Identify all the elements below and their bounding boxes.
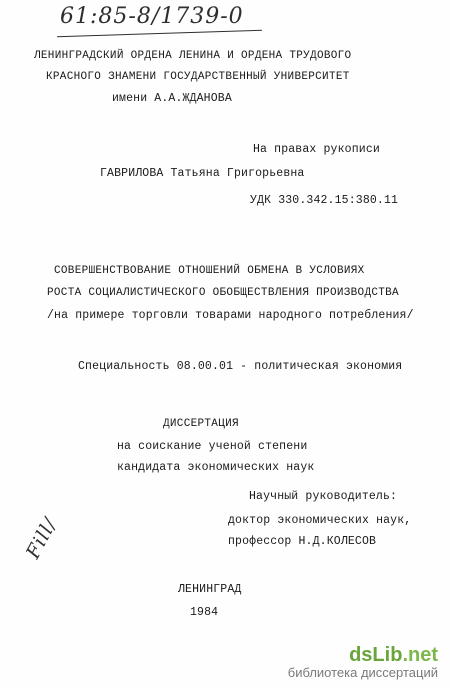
supervisor-name: профессор Н.Д.КОЛЕСОВ [228,535,377,548]
title-line-1: СОВЕРШЕНСТВОВАНИЕ ОТНОШЕНИЙ ОБМЕНА В УСЛОВИЯХ [54,265,365,277]
site-watermark [288,644,438,680]
university-line-2: КРАСНОГО ЗНАМЕНИ ГОСУДАРСТВЕННЫЙ УНИВЕРСИТЕТ [46,71,350,83]
watermark-logo-suffix: .net [402,644,438,666]
author-name: ГАВРИЛОВА Татьяна Григорьевна [100,167,305,180]
city: ЛЕНИНГРАД [178,583,242,596]
handwritten-catalog-code: 61:85-8/1739-0 [60,4,244,29]
supervisor-label: Научный руководитель: [249,490,398,503]
title-line-2: РОСТА СОЦИАЛИСТИЧЕСКОГО ОБОБЩЕСТВЛЕНИЯ ПРОИЗВОДСТВА [47,287,399,299]
degree-line-1: на соискание ученой степени [117,440,308,453]
handwritten-signature: Fill/ [22,514,62,563]
handwritten-underline [57,30,262,37]
university-line-1: ЛЕНИНГРАДСКИЙ ОРДЕНА ЛЕНИНА И ОРДЕНА ТРУДОВОГО [34,50,352,62]
manuscript-rights-note: На правах рукописи [253,143,380,156]
university-line-3: имени А.А.ЖДАНОВА [112,92,232,105]
supervisor-degree: доктор экономических наук, [228,514,412,527]
udk-code: УДК 330.342.15:380.11 [250,194,399,207]
watermark-subtitle: библиотека диссертаций [287,665,438,680]
dissertation-label: ДИССЕРТАЦИЯ [163,418,239,430]
watermark-logo [288,644,438,666]
degree-line-2: кандидата экономических наук [117,461,315,474]
title-line-3: /на примере торговли товарами народного потребления/ [47,309,414,322]
specialty: Специальность 08.00.01 - политическая экономия [78,360,403,373]
year: 1984 [190,606,219,619]
watermark-logo-main: dsLib [349,644,403,666]
